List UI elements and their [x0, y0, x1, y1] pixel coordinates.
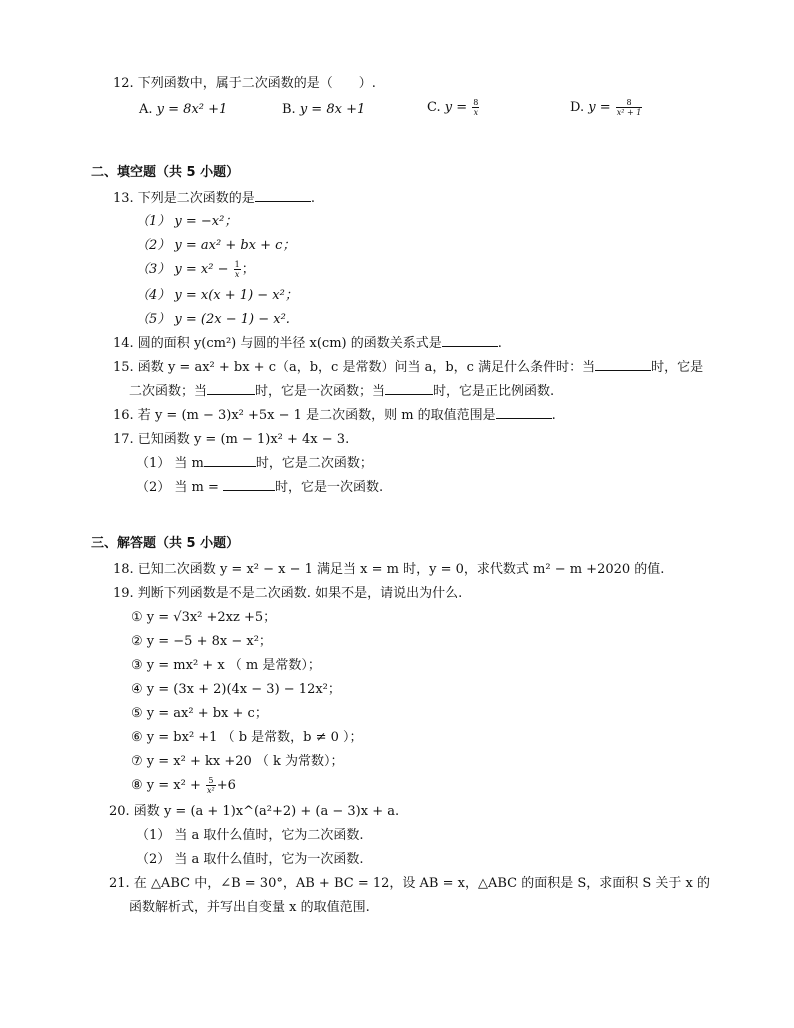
q20-sub-1: （1） 当 a 取什么值时，它为二次函数. [136, 828, 364, 843]
denominator: x [473, 108, 479, 117]
denominator: x [234, 270, 240, 279]
q13-item-5: （5） y = (2x − 1) − x². [136, 312, 290, 327]
answer-blank[interactable] [442, 334, 498, 347]
q19-item-6: ⑥ y = bx² +1 （ b 是常数，b ≠ 0 ）； [131, 730, 363, 745]
q21-line-2: 函数解析式，并写出自变量 x 的取值范围. [129, 900, 370, 915]
q16-text: 16. 若 y = (m − 3)x² +5x − 1 是二次函数，则 m 的取值范围是 [113, 408, 496, 423]
q19-item-5: ⑤ y = ax² + bx + c； [131, 706, 268, 721]
q19-item-8 [131, 776, 236, 796]
q21-line-1: 21. 在 △ABC 中，∠B = 30°，AB + BC = 12，设 AB = x，△ABC 的面积是 S，求面积 S 关于 x 的 [109, 876, 711, 891]
q19-item-7: ⑦ y = x² + kx +20 （ k 为常数）； [131, 754, 344, 769]
q13-item-1: （1） y = −x²； [136, 214, 238, 229]
q18: 18. 已知二次函数 y = x² − x − 1 满足当 x = m 时，y = 0，求代数式 m² − m +2020 的值. [113, 562, 665, 577]
sub-text: （2） 当 m = [136, 480, 219, 495]
q17-sub-1 [136, 454, 373, 474]
q14-end: . [497, 336, 502, 351]
q12-stem: 12. 下列函数中，属于二次函数的是（ ）. [113, 76, 376, 91]
q17-stem: 17. 已知函数 y = (m − 1)x² + 4x − 3. [113, 432, 350, 447]
option-label: D. [570, 100, 585, 115]
option-lhs: y = [444, 100, 468, 115]
q13-item-2: （2） y = ax² + bx + c； [136, 238, 296, 253]
q15-text: 15. 函数 y = ax² + bx + c（a，b，c 是常数）问当 a，b，c 满足什么条件时：当 [113, 360, 596, 375]
sub-end: 时，它是二次函数； [255, 456, 373, 471]
item-text: ⑧ y = x² + [131, 778, 201, 793]
option-lhs: y = [588, 100, 611, 115]
q13-stem [113, 189, 315, 209]
answer-blank[interactable] [207, 382, 255, 395]
fraction [472, 98, 479, 117]
q14-text: 14. 圆的面积 y(cm²) 与圆的半径 x(cm) 的函数关系式是 [113, 336, 442, 351]
q19-item-4: ④ y = (3x + 2)(4x − 3) − 12x²； [131, 682, 341, 697]
q15-text-c: 时，它是正比例函数. [433, 384, 555, 399]
q13-item-3 [136, 260, 255, 280]
numerator: 8 [616, 98, 643, 108]
option-label: C. [427, 100, 441, 115]
answer-blank[interactable] [385, 382, 433, 395]
q17-sub-2 [136, 478, 383, 498]
answer-blank[interactable] [595, 358, 651, 371]
fraction [206, 776, 216, 795]
q19-stem: 19. 判断下列函数是不是二次函数. 如果不是，请说出为什么. [113, 586, 463, 601]
answer-blank[interactable] [255, 189, 311, 202]
q16-end: . [551, 408, 556, 423]
sub-end: 时，它是一次函数. [275, 480, 384, 495]
option-expr: y = 8x² +1 [156, 102, 228, 117]
denominator: x² [207, 786, 215, 795]
item-text: （3） y = x² − [136, 262, 229, 277]
q15-line-2 [129, 382, 554, 402]
q12-option-a [139, 100, 227, 120]
q14 [113, 334, 502, 354]
denominator: x² + 1 [616, 108, 642, 117]
q13-item-4: （4） y = x(x + 1) − x²； [136, 288, 298, 303]
answer-blank[interactable] [223, 478, 275, 491]
fraction [234, 260, 241, 279]
q12-option-c [427, 98, 480, 118]
q19-item-3: ③ y = mx² + x （ m 是常数）； [131, 658, 321, 673]
q15-text-a: 二次函数；当 [129, 384, 208, 399]
sub-text: （1） 当 m [136, 456, 204, 471]
q20-sub-2: （2） 当 a 取什么值时，它为一次函数. [136, 852, 364, 867]
option-label: A. [139, 102, 153, 117]
q15-line-1 [113, 358, 703, 378]
q13-stem-text: 13. 下列是二次函数的是 [113, 191, 255, 206]
q15-text-end: 时，它是 [651, 360, 704, 375]
q13-stem-end: . [310, 191, 315, 206]
q12-option-d [570, 98, 643, 118]
fraction [616, 98, 643, 117]
numerator: 5 [206, 776, 216, 786]
q19-item-1: ① y = √3x² +2xz +5； [131, 610, 277, 625]
numerator: 8 [473, 98, 479, 107]
answer-blank[interactable] [496, 406, 552, 419]
section-title-solve: 三、解答题（共 5 小题） [91, 536, 240, 551]
option-label: B. [282, 102, 296, 117]
answer-blank[interactable] [204, 454, 256, 467]
item-end: +6 [216, 778, 236, 793]
q15-text-b: 时，它是一次函数；当 [255, 384, 386, 399]
q12-option-b [282, 100, 365, 120]
item-end: ； [241, 262, 255, 277]
option-expr: y = 8x +1 [299, 102, 366, 117]
q16 [113, 406, 556, 426]
numerator: 1 [234, 260, 240, 269]
section-title-fill-blank: 二、填空题（共 5 小题） [91, 165, 240, 180]
q20-stem: 20. 函数 y = (a + 1)x^(a²+2) + (a − 3)x + a. [109, 804, 400, 819]
q19-item-2: ② y = −5 + 8x − x²； [131, 634, 272, 649]
